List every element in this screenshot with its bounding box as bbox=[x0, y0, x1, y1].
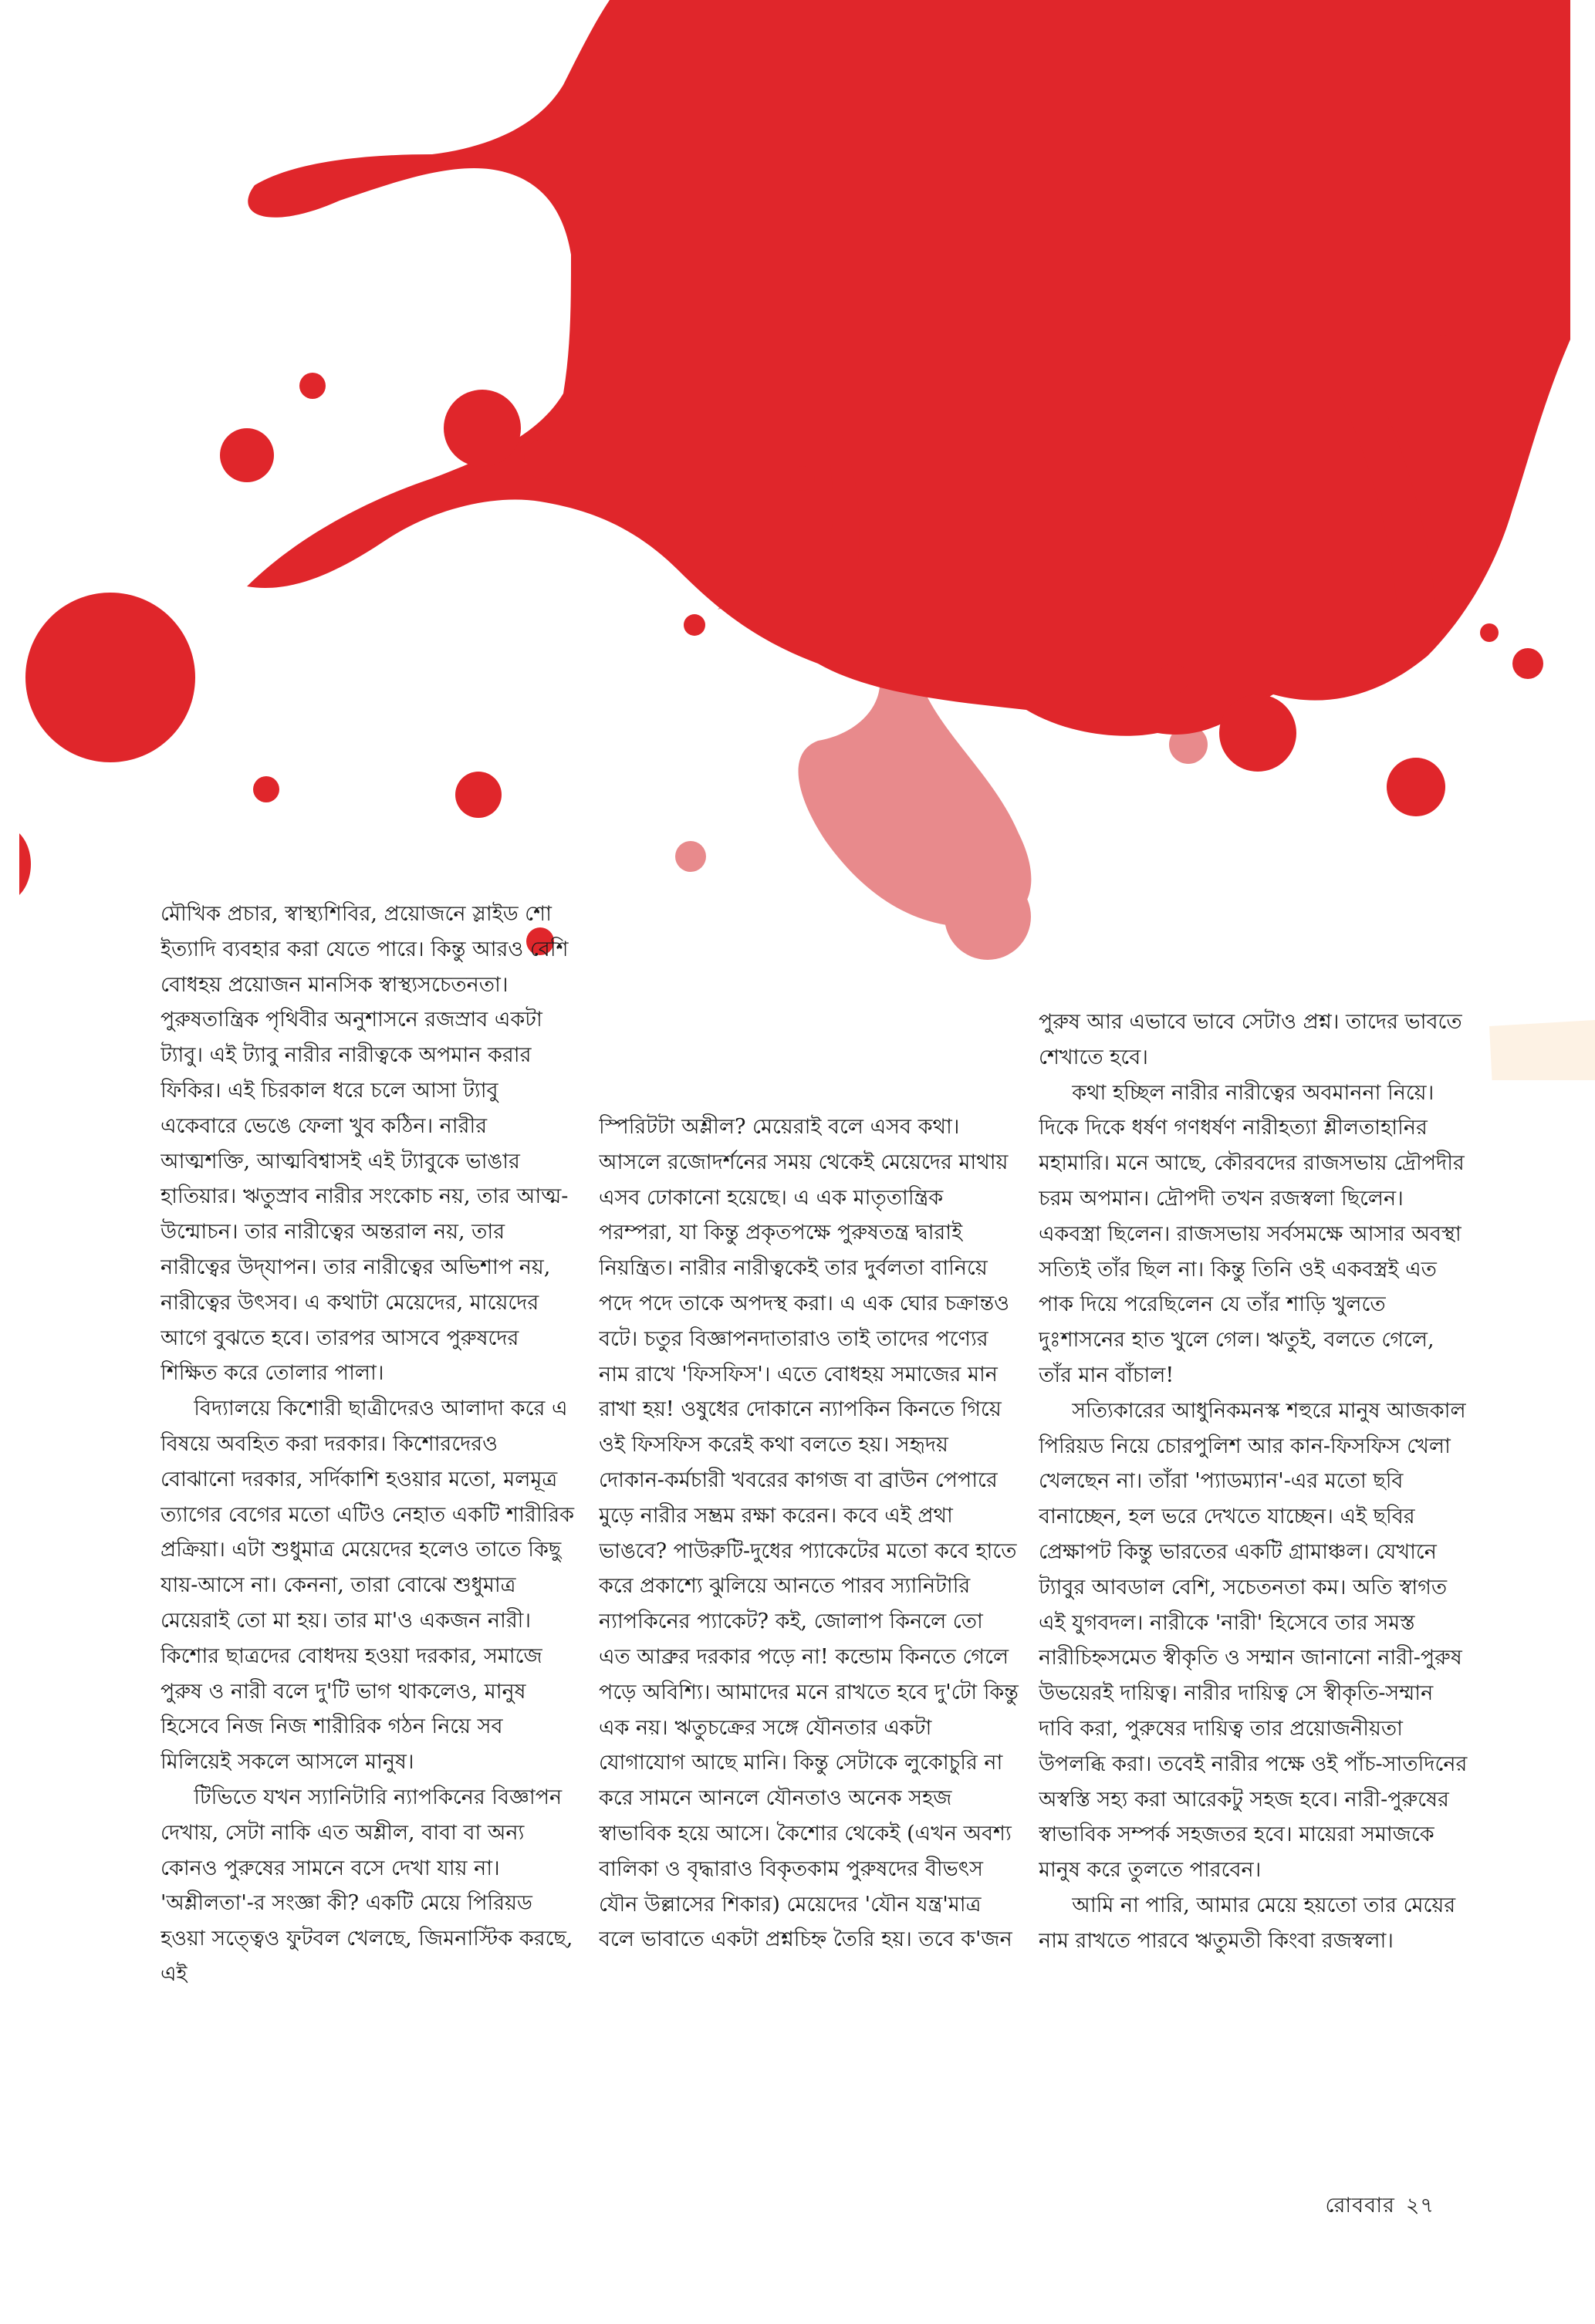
paragraph: কথা হচ্ছিল নারীর নারীত্বের অবমাননা নিয়ে। দিকে দিকে ধর্ষণ গণধর্ষণ নারীহত্যা শ্লীলতাহানির মহামারি। মনে আছে, কৌরবদের রাজসভায় দ্রৌপদীর চরম অপমান। দ্রৌপদী তখন রজস্বলা ছিলেন। একবস্ত্রা ছিলেন। রাজসভায় সর্বসমক্ষে আসার অবস্থা সত্যিই তাঁর ছিল না। কিন্তু তিনি ওই একবস্ত্রই এত পাক দিয়ে পরেছিলেন যে তাঁর শাড়ি খুলতে দুঃশাসনের হাত খুলে গেল। ঋতুই, বলতে গেলে, তাঁর মান বাঁচাল! bbox=[1039, 1080, 1465, 1387]
article-column-3 bbox=[1039, 1005, 1468, 2174]
paragraph: বিদ্যালয়ে কিশোরী ছাত্রীদেরও আলাদা করে এ বিষয়ে অবহিত করা দরকার। কিশোরদেরও বোঝানো দরকার, সর্দিকাশি হওয়ার মতো, মলমূত্র ত্যাগের বেগের মতো এটিও নেহাত একটি শারীরিক প্রক্রিয়া। এটা শুধুমাত্র মেয়েদের হলেও তাতে কিছু যায়-আসে না। কেননা, তারা বোঝে শুধুমাত্র মেয়েরাই তো মা হয়। তার মা'ও একজন নারী। কিশোর ছাত্রদের বোধদয় হওয়া দরকার, সমাজে পুরুষ ও নারী বলে দু'টি ভাগ থাকলেও, মানুষ হিসেবে নিজ নিজ শারীরিক গঠন নিয়ে সব মিলিয়েই সকলে আসলে মানুষ। bbox=[161, 1397, 575, 1775]
paragraph: টিভিতে যখন স্যানিটারি ন্যাপকিনের বিজ্ঞাপন দেখায়, সেটা নাকি এত অশ্লীল, বাবা বা অন্য কোনও পুরুষের সামনে বসে দেখা যায় না। 'অশ্লীলতা'-র সংজ্ঞা কী? একটি মেয়ে পিরিয়ড হওয়া সত্ত্বেও ফুটবল খেলছে, জিমনাস্টিক করছে, এই bbox=[161, 1785, 573, 1986]
article-column-2 bbox=[599, 1110, 1020, 2174]
paragraph: পুরুষ আর এভাবে ভাবে সেটাও প্রশ্ন। তাদের ভাবতে শেখাতে হবে। bbox=[1039, 1010, 1462, 1069]
paragraph: স্পিরিটটা অশ্লীল? মেয়েরাই বলে এসব কথা। আসলে রজোদর্শনের সময় থেকেই মেয়েদের মাথায় এসব ঢোকানো হয়েছে। এ এক মাতৃতান্ত্রিক পরম্পরা, যা কিন্তু প্রকৃতপক্ষে পুরুষতন্ত্র দ্বারাই নিয়ন্ত্রিত। নারীর নারীত্বকেই তার দুর্বলতা বানিয়ে পদে পদে তাকে অপদস্থ করা। এ এক ঘোর চক্রান্তও বটে। চতুর বিজ্ঞাপনদাতারাও তাই তাদের পণ্যের নাম রাখে 'ফিসফিস'। এতে বোধহয় সমাজের মান রাখা হয়! ওষুধের দোকানে ন্যাপকিন কিনতে গিয়ে ওই ফিসফিস করেই কথা বলতে হয়। সহৃদয় দোকান-কর্মচারী খবরের কাগজ বা ব্রাউন পেপারে মুড়ে নারীর সম্ভ্রম রক্ষা করেন। কবে এই প্রথা ভাঙবে? পাউরুটি-দুধের প্যাকেটের মতো কবে হাতে করে প্রকাশ্যে ঝুলিয়ে আনতে পারব স্যানিটারি ন্যাপকিনের প্যাকেট? কই, জোলাপ কিনলে তো এত আব্রুর দরকার পড়ে না! কন্ডোম কিনতে গেলে পড়ে অবিশ্যি। আমাদের মনে রাখতে হবে দু'টো কিন্তু এক নয়। ঋতুচক্রের সঙ্গে যৌনতার একটা যোগাযোগ আছে মানি। কিন্তু সেটাকে লুকোচুরি না করে সামনে আনলে যৌনতাও অনেক সহজ স্বাভাবিক হয়ে আসে। কৈশোর থেকেই (এখন অবশ্য বালিকা ও বৃদ্ধারাও বিকৃতকাম পুরুষদের বীভৎস যৌন উল্লাসের শিকার) মেয়েদের 'যৌন যন্ত্র'মাত্র বলে ভাবাতে একটা প্রশ্নচিহ্ন তৈরি হয়। তবে ক'জন bbox=[599, 1115, 1019, 1952]
cream-patch bbox=[1489, 1020, 1595, 1080]
paragraph: আমি না পারি, আমার মেয়ে হয়তো তার মেয়ের নাম রাখতে পারবে ঋতুমতী কিংবা রজস্বলা। bbox=[1039, 1893, 1456, 1953]
magazine-name: রোববার bbox=[1325, 2194, 1395, 2218]
article-column-1 bbox=[161, 897, 577, 2170]
paragraph: সত্যিকারের আধুনিকমনস্ক শহুরে মানুষ আজকাল পিরিয়ড নিয়ে চোরপুলিশ আর কান-ফিসফিস খেলা খেলছেন না। তাঁরা 'প্যাডম্যান'-এর মতো ছবি বানাচ্ছেন, হল ভরে দেখতে যাচ্ছেন। এই ছবির প্রেক্ষাপট কিন্তু ভারতের একটি গ্রামাঞ্চল। যেখানে ট্যাবুর আবডাল বেশি, সচেতনতা কম। অতি স্বাগত এই যুগবদল। নারীকে 'নারী' হিসেবে তার সমস্ত নারীচিহ্নসমেত স্বীকৃতি ও সম্মান জানানো নারী-পুরুষ উভয়েরই দায়িত্ব। নারীর দায়িত্ব সে স্বীকৃতি-সম্মান দাবি করা, পুরুষের দায়িত্ব তার প্রয়োজনীয়তা উপলব্ধি করা। তবেই নারীর পক্ষে ওই পাঁচ-সাতদিনের অস্বস্তি সহ্য করা আরেকটু সহজ হবে। নারী-পুরুষের স্বাভাবিক সম্পর্ক সহজতর হবে। মায়েরা সমাজকে মানুষ করে তুলতে পারবেন। bbox=[1039, 1398, 1468, 1883]
page-number: ২৭ bbox=[1405, 2194, 1434, 2218]
paragraph: মৌখিক প্রচার, স্বাস্থ্যশিবির, প্রয়োজনে স্লাইড শো ইত্যাদি ব্যবহার করা যেতে পারে। কিন্তু আরও বেশি বোধহয় প্রয়োজন মানসিক স্বাস্থ্যসচেতনতা। পুরুষতান্ত্রিক পৃথিবীর অনুশাসনে রজস্রাব একটা ট্যাবু। এই ট্যাবু নারীর নারীত্বকে অপমান করার ফিকির। এই চিরকাল ধরে চলে আসা ট্যাবু একেবারে ভেঙে ফেলা খুব কঠিন। নারীর আত্মশক্তি, আত্মবিশ্বাসই এই ট্যাবুকে ভাঙার হাতিয়ার। ঋতুস্রাব নারীর সংকোচ নয়, তার আত্ম-উন্মোচন। তার নারীত্বের অন্তরাল নয়, তার নারীত্বের উদ্‌যাপন। তার নারীত্বের অভিশাপ নয়, নারীত্বের উৎসব। এ কথাটা মেয়েদের, মায়েদের আগে বুঝতে হবে। তারপর আসবে পুরুষদের শিক্ষিত করে তোলার পালা। bbox=[161, 902, 569, 1386]
red-splash bbox=[19, 0, 1570, 955]
page-footer bbox=[1315, 2190, 1435, 2224]
